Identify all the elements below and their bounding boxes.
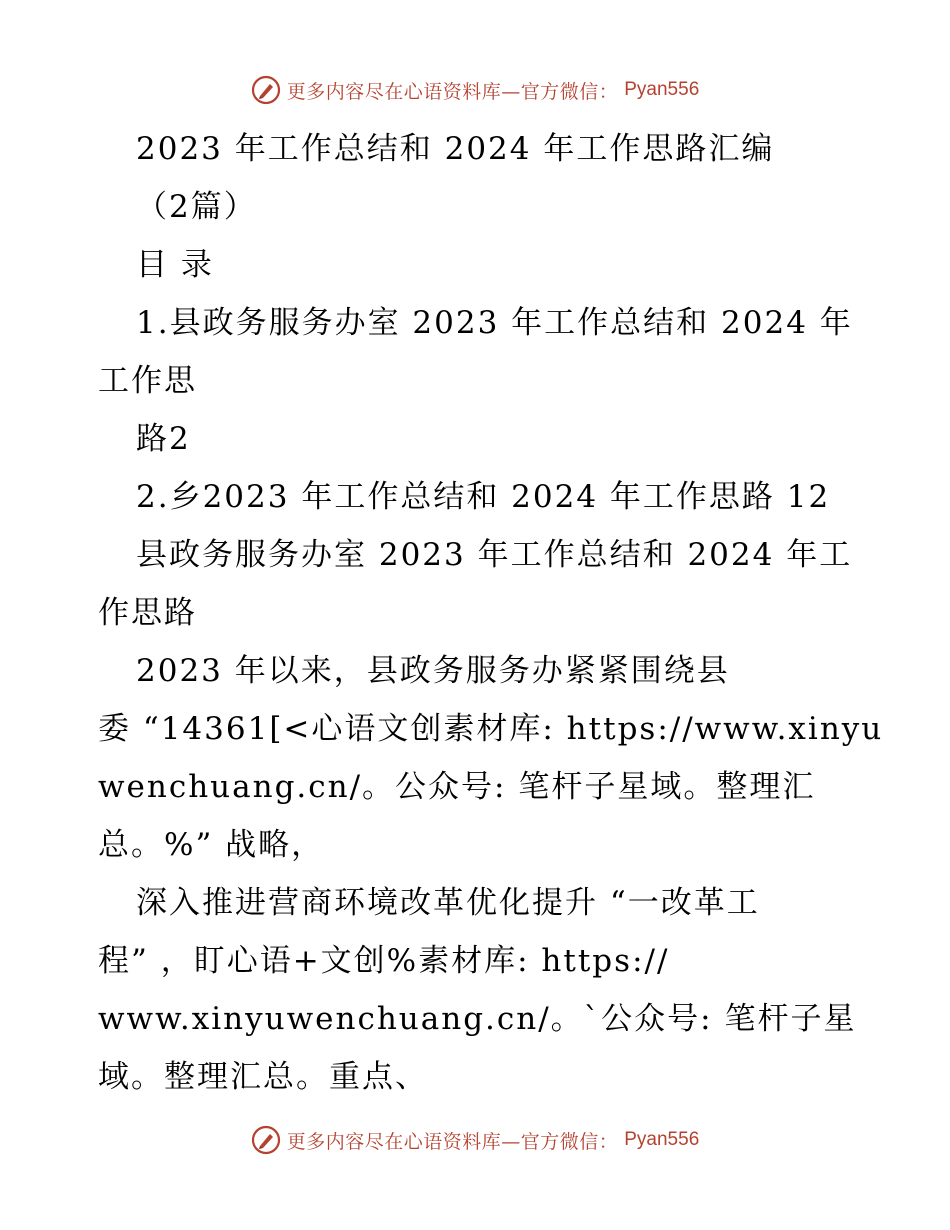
text-line: 总。%” 战略， (98, 827, 325, 863)
text-line: 作思路 (98, 595, 197, 631)
banner-wechat-id: Pyan556 (624, 1129, 700, 1150)
text-line: 域。整理汇总。重点、 (98, 1059, 428, 1095)
text-line: 深入推进营商环境改革优化提升 “一改革工 (136, 885, 760, 921)
banner-wechat-id: Pyan556 (624, 79, 700, 100)
pen-logo-icon (251, 75, 281, 105)
header-banner (0, 70, 950, 110)
text-line: 路2 (136, 421, 191, 457)
text-line: 目 录 (136, 247, 214, 283)
text-line: 2023 年工作总结和 2024 年工作思路汇编 (136, 131, 775, 167)
footer-banner (0, 1120, 950, 1160)
text-line: wenchuang.cn/。公众号: 笔杆子星域。整理汇 (98, 769, 816, 805)
document-body (98, 120, 884, 1106)
pen-logo-icon (251, 1125, 281, 1155)
text-line: 委 “14361[<心语文创素材库: https://www.xinyu (98, 711, 884, 747)
text-line: 程” ，盯心语+文创%素材库: https:// (98, 943, 670, 979)
text-line: 工作思 (98, 363, 197, 399)
text-line: （2篇） (136, 189, 257, 225)
banner-text: 更多内容尽在心语资料库—官方微信： (286, 1130, 619, 1153)
text-line: www.xinyuwenchuang.cn/。`公众号: 笔杆子星 (98, 1001, 857, 1037)
text-line: 县政务服务办室 2023 年工作总结和 2024 年工 (136, 537, 853, 573)
text-line: 1.县政务服务办室 2023 年工作总结和 2024 年 (136, 305, 853, 341)
text-line: 2.乡2023 年工作总结和 2024 年工作思路 12 (136, 479, 831, 515)
banner-text: 更多内容尽在心语资料库—官方微信： (286, 80, 619, 103)
text-line: 2023 年以来，县政务服务办紧紧围绕县 (136, 653, 730, 689)
